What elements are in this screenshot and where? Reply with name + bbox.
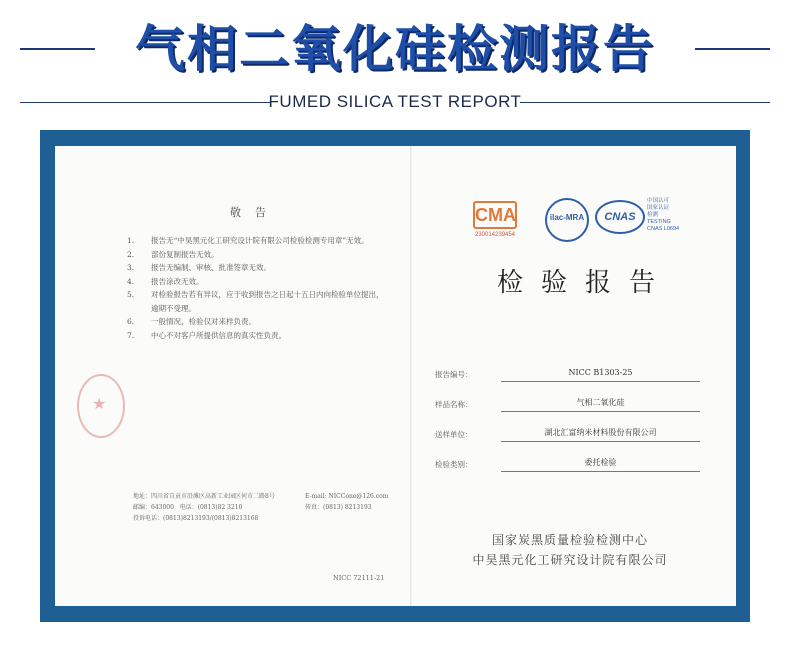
document-code: NICC 72111-21 — [333, 574, 385, 582]
page-fold — [410, 146, 412, 606]
institution-2: 中昊黑元化工研究设计院有限公司 — [472, 553, 668, 567]
cma-logo: CMA 230014239454 — [469, 201, 521, 238]
report-paper — [55, 146, 736, 606]
contact-info — [133, 491, 389, 524]
notice-title: 敬告 — [230, 206, 280, 219]
complaint-phone: 投诉电话：(0813)8213193/(0813)8213168 — [133, 515, 259, 522]
institution-1: 国家炭黑质量检验检测中心 — [491, 533, 648, 547]
cnas-logo: CNAS 中国认可 国家认证 检测 TESTING CNAS L0694 — [595, 200, 645, 234]
cnas-text: 中国认可 国家认证 检测 TESTING CNAS L0694 — [647, 198, 680, 232]
notice-item: 7. 中心不对客户所提供信息的真实性负责。 — [127, 330, 286, 340]
document-frame — [40, 130, 750, 622]
field-sample-name: 样品名称： 气相二氧化硅 — [435, 394, 700, 412]
page-title: 气相二氧化硅检测报告 — [135, 20, 655, 78]
address: 地址：四川省自贡市沿滩区高新工业园区何市二路8号 — [133, 493, 275, 500]
fax: 传真：(0813) 8213193 — [305, 504, 372, 511]
page-subtitle: FUMED SILICA TEST REPORT — [268, 92, 522, 111]
notice-list — [127, 234, 387, 342]
notice-item: 4. 报告涂改无效。 — [127, 276, 204, 286]
postcode: 邮编：643000 电话：(0813)82 3210 — [133, 504, 243, 511]
notice-item: 2. 部份复制报告无效。 — [127, 249, 219, 259]
field-report-number: 报告编号： NICC B1303-25 — [435, 364, 700, 382]
notice-item: 1. 报告无“中昊黑元化工研究设计院有限公司检验检测专用章”无效。 — [127, 236, 369, 245]
cma-number: 230014239454 — [474, 232, 516, 238]
red-seal-stamp — [77, 374, 125, 438]
notice-item: 5. 对检验报告若有异议，应于收到报告之日起十五日内向检验单位提出，逾期不受理。 — [127, 290, 384, 313]
field-submitter: 送样单位： 湖北汇富纳米材料股份有限公司 — [435, 424, 700, 442]
report-title: 检验报告 — [496, 268, 673, 298]
ilac-mra-logo: ilac-MRA — [545, 198, 589, 242]
field-test-type: 检验类别： 委托检验 — [435, 454, 700, 472]
notice-item: 6. 一般情况，检验仅对来样负责。 — [127, 317, 256, 326]
email: E-mail: NICCone@126.com — [305, 493, 389, 500]
notice-item: 3. 报告无编制、审核、批准签章无效。 — [127, 263, 271, 272]
star-icon: ★ — [92, 394, 107, 413]
